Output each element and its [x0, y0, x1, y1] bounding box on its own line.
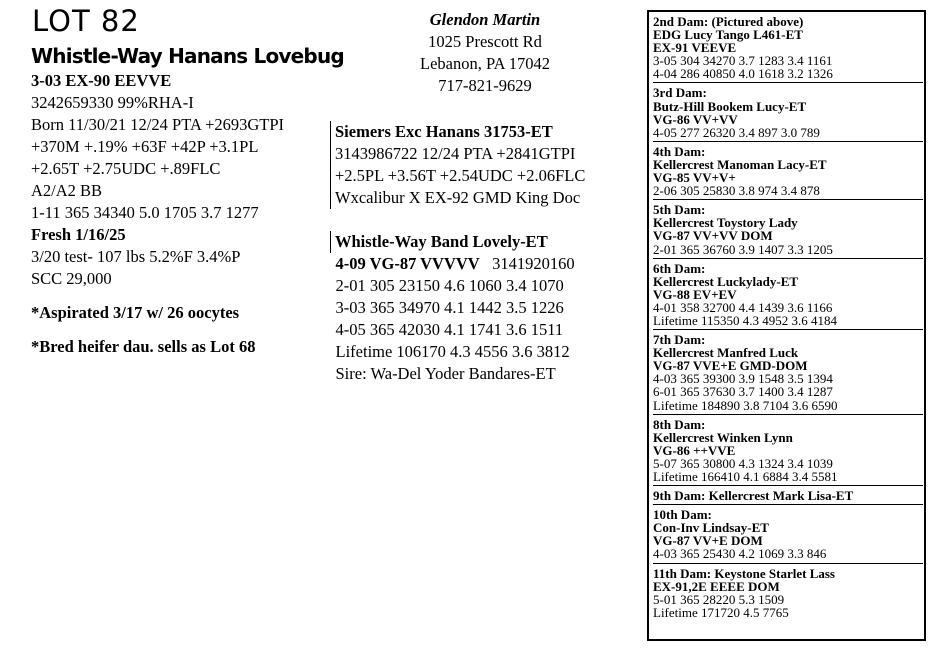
dam-name: Whistle-Way Band Lovely-ET: [330, 231, 575, 253]
pedigree-dam-heading: 6th Dam:: [653, 260, 706, 276]
pedigree-list: [653, 15, 923, 624]
consignor-name: Glendon Martin: [429, 10, 541, 29]
pedigree-box: [647, 10, 926, 641]
pedigree-dam-info: EX-91 VEEVE: [653, 40, 737, 56]
animal-record: 1-11 365 34340 5.0 1705 3.7 1277: [31, 203, 259, 222]
dam-score: 4-09 VG-87 VVVVV: [335, 254, 480, 273]
pedigree-record: Lifetime 184890 3.8 7104 3.6 6590: [653, 397, 838, 413]
pedigree-section: [653, 145, 923, 200]
dam-record: 2-01 305 23150 4.6 1060 3.4 1070: [335, 276, 564, 295]
pedigree-section: [653, 508, 923, 563]
pedigree-dam-info: VG-86 ++VVE: [653, 442, 736, 458]
pedigree-dam-heading: 5th Dam:: [653, 202, 706, 218]
pedigree-dam-info: Kellercrest Manoman Lacy-ET: [653, 156, 827, 172]
animal-details: [31, 70, 284, 358]
consignor-block: [400, 9, 570, 97]
pedigree-record: 2-06 305 25830 3.8 974 3.4 878: [653, 183, 820, 199]
pedigree-record: 4-05 277 26320 3.4 897 3.0 789: [653, 124, 820, 140]
dam-reg: 3141920160: [492, 254, 575, 273]
pedigree-record: 4-03 365 25430 4.2 1069 3.3 846: [653, 546, 827, 562]
pedigree-dam-heading: 7th Dam:: [653, 332, 706, 348]
dam-lifetime: Lifetime 106170 4.3 4556 3.6 3812: [335, 342, 570, 361]
pedigree-section: [653, 489, 923, 505]
dam-record: 3-03 365 34970 4.1 1442 3.5 1226: [335, 298, 564, 317]
pedigree-record: 4-04 286 40850 4.0 1618 3.2 1326: [653, 66, 833, 82]
pedigree-record: 4-03 365 39300 3.9 1548 3.5 1394: [653, 371, 833, 387]
pedigree-section: [653, 567, 923, 621]
pedigree-dam-info: VG-87 VV+VV DOM: [653, 228, 773, 244]
pedigree-dam-heading: 8th Dam:: [653, 416, 706, 432]
consignor-city: Lebanon, PA 17042: [419, 54, 551, 73]
consignor-phone: 717-821-9629: [438, 76, 532, 95]
pedigree-record: Lifetime 115350 4.3 4952 3.6 4184: [653, 312, 838, 328]
pedigree-dam-info: Kellercrest Winken Lynn: [653, 429, 793, 445]
pedigree-dam-heading: 9th Dam: Kellercrest Mark Lisa-ET: [653, 488, 854, 504]
sire-line3: Wxcalibur X EX-92 GMD King Doc: [335, 188, 581, 207]
pedigree-dam-info: VG-85 VV+V+: [653, 170, 736, 186]
pedigree-record: 2-01 365 36760 3.9 1407 3.3 1205: [653, 241, 833, 257]
dam-score-line: [330, 253, 575, 275]
pedigree-dam-info: VG-87 VV+E DOM: [653, 533, 763, 549]
pedigree-section: [653, 262, 923, 330]
sire-line1: 3143986722 12/24 PTA +2841GTPI: [335, 144, 576, 163]
pedigree-record: 3-05 304 34270 3.7 1283 3.4 1161: [653, 53, 833, 69]
pedigree-dam-info: EDG Lucy Tango L461-ET: [653, 27, 803, 43]
pedigree-dam-info: Kellercrest Toystory Lady: [653, 215, 798, 231]
pedigree-dam-info: Con-Inv Lindsay-ET: [653, 520, 769, 536]
note-bred-heifer: *Bred heifer dau. sells as Lot 68: [31, 337, 256, 356]
pedigree-dam-info: Butz-Hill Bookem Lucy-ET: [653, 98, 807, 114]
pedigree-dam-info: VG-87 VVE+E GMD-DOM: [653, 358, 808, 374]
pedigree-dam-heading: 2nd Dam: (Pictured above): [653, 14, 804, 29]
pedigree-section: [653, 15, 923, 83]
pedigree-dam-info: Kellercrest Luckylady-ET: [653, 273, 799, 289]
pedigree-section: [653, 203, 923, 258]
animal-registration: 3242659330 99%RHA-I: [31, 93, 194, 112]
sire-block: [330, 121, 585, 209]
animal-pta-line2: +370M +.19% +63F +42P +3.1PL: [31, 137, 259, 156]
animal-pta-line3: +2.65T +2.75UDC +.89FLC: [31, 159, 221, 178]
pedigree-dam-heading: 10th Dam:: [653, 507, 712, 523]
pedigree-dam-heading: 4th Dam:: [653, 143, 706, 159]
sire-name: Siemers Exc Hanans 31753-ET: [335, 122, 553, 141]
note-aspirated: *Aspirated 3/17 w/ 26 oocytes: [31, 303, 240, 322]
animal-fresh-date: Fresh 1/16/25: [31, 225, 126, 244]
pedigree-dam-heading: 3rd Dam:: [653, 85, 707, 101]
pedigree-record: 4-01 358 32700 4.4 1439 3.6 1166: [653, 299, 833, 315]
dam-block: [330, 231, 575, 385]
pedigree-section: [653, 418, 923, 486]
dam-record: 4-05 365 42030 4.1 1741 3.6 1511: [335, 320, 564, 339]
pedigree-record: 6-01 365 37630 3.7 1400 3.4 1287: [653, 384, 833, 400]
pedigree-record: 5-07 365 30800 4.3 1324 3.4 1039: [653, 455, 833, 471]
pedigree-dam-info: Kellercrest Manfred Luck: [653, 345, 799, 361]
lot-number: LOT 82: [32, 4, 140, 38]
pedigree-record: Lifetime 166410 4.1 6884 3.4 5581: [653, 469, 838, 484]
dam-sire: Sire: Wa-Del Yoder Bandares-ET: [335, 364, 556, 383]
sire-line2: +2.5PL +3.56T +2.54UDC +2.06FLC: [335, 166, 586, 185]
animal-genes: A2/A2 BB: [31, 181, 103, 200]
pedigree-dam-info: VG-88 EV+EV: [653, 286, 737, 302]
animal-name: Whistle-Way Hanans Lovebug: [31, 44, 344, 68]
animal-born-pta: Born 11/30/21 12/24 PTA +2693GTPI: [31, 115, 285, 134]
pedigree-section: [653, 86, 923, 141]
pedigree-record: 5-01 365 28220 5.3 1509: [653, 591, 785, 607]
pedigree-dam-info: EX-91,2E EEEE DOM: [653, 578, 780, 594]
animal-scc: SCC 29,000: [31, 269, 112, 288]
pedigree-dam-info: VG-86 VV+VV: [653, 111, 738, 127]
animal-test: 3/20 test- 107 lbs 5.2%F 3.4%P: [31, 247, 241, 266]
pedigree-dam-heading: 11th Dam: Keystone Starlet Lass: [653, 565, 835, 581]
pedigree-record: Lifetime 171720 4.5 7765: [653, 604, 789, 620]
consignor-address: 1025 Prescott Rd: [428, 32, 542, 51]
pedigree-section: [653, 333, 923, 415]
animal-score: 3-03 EX-90 EEVVE: [31, 71, 172, 90]
